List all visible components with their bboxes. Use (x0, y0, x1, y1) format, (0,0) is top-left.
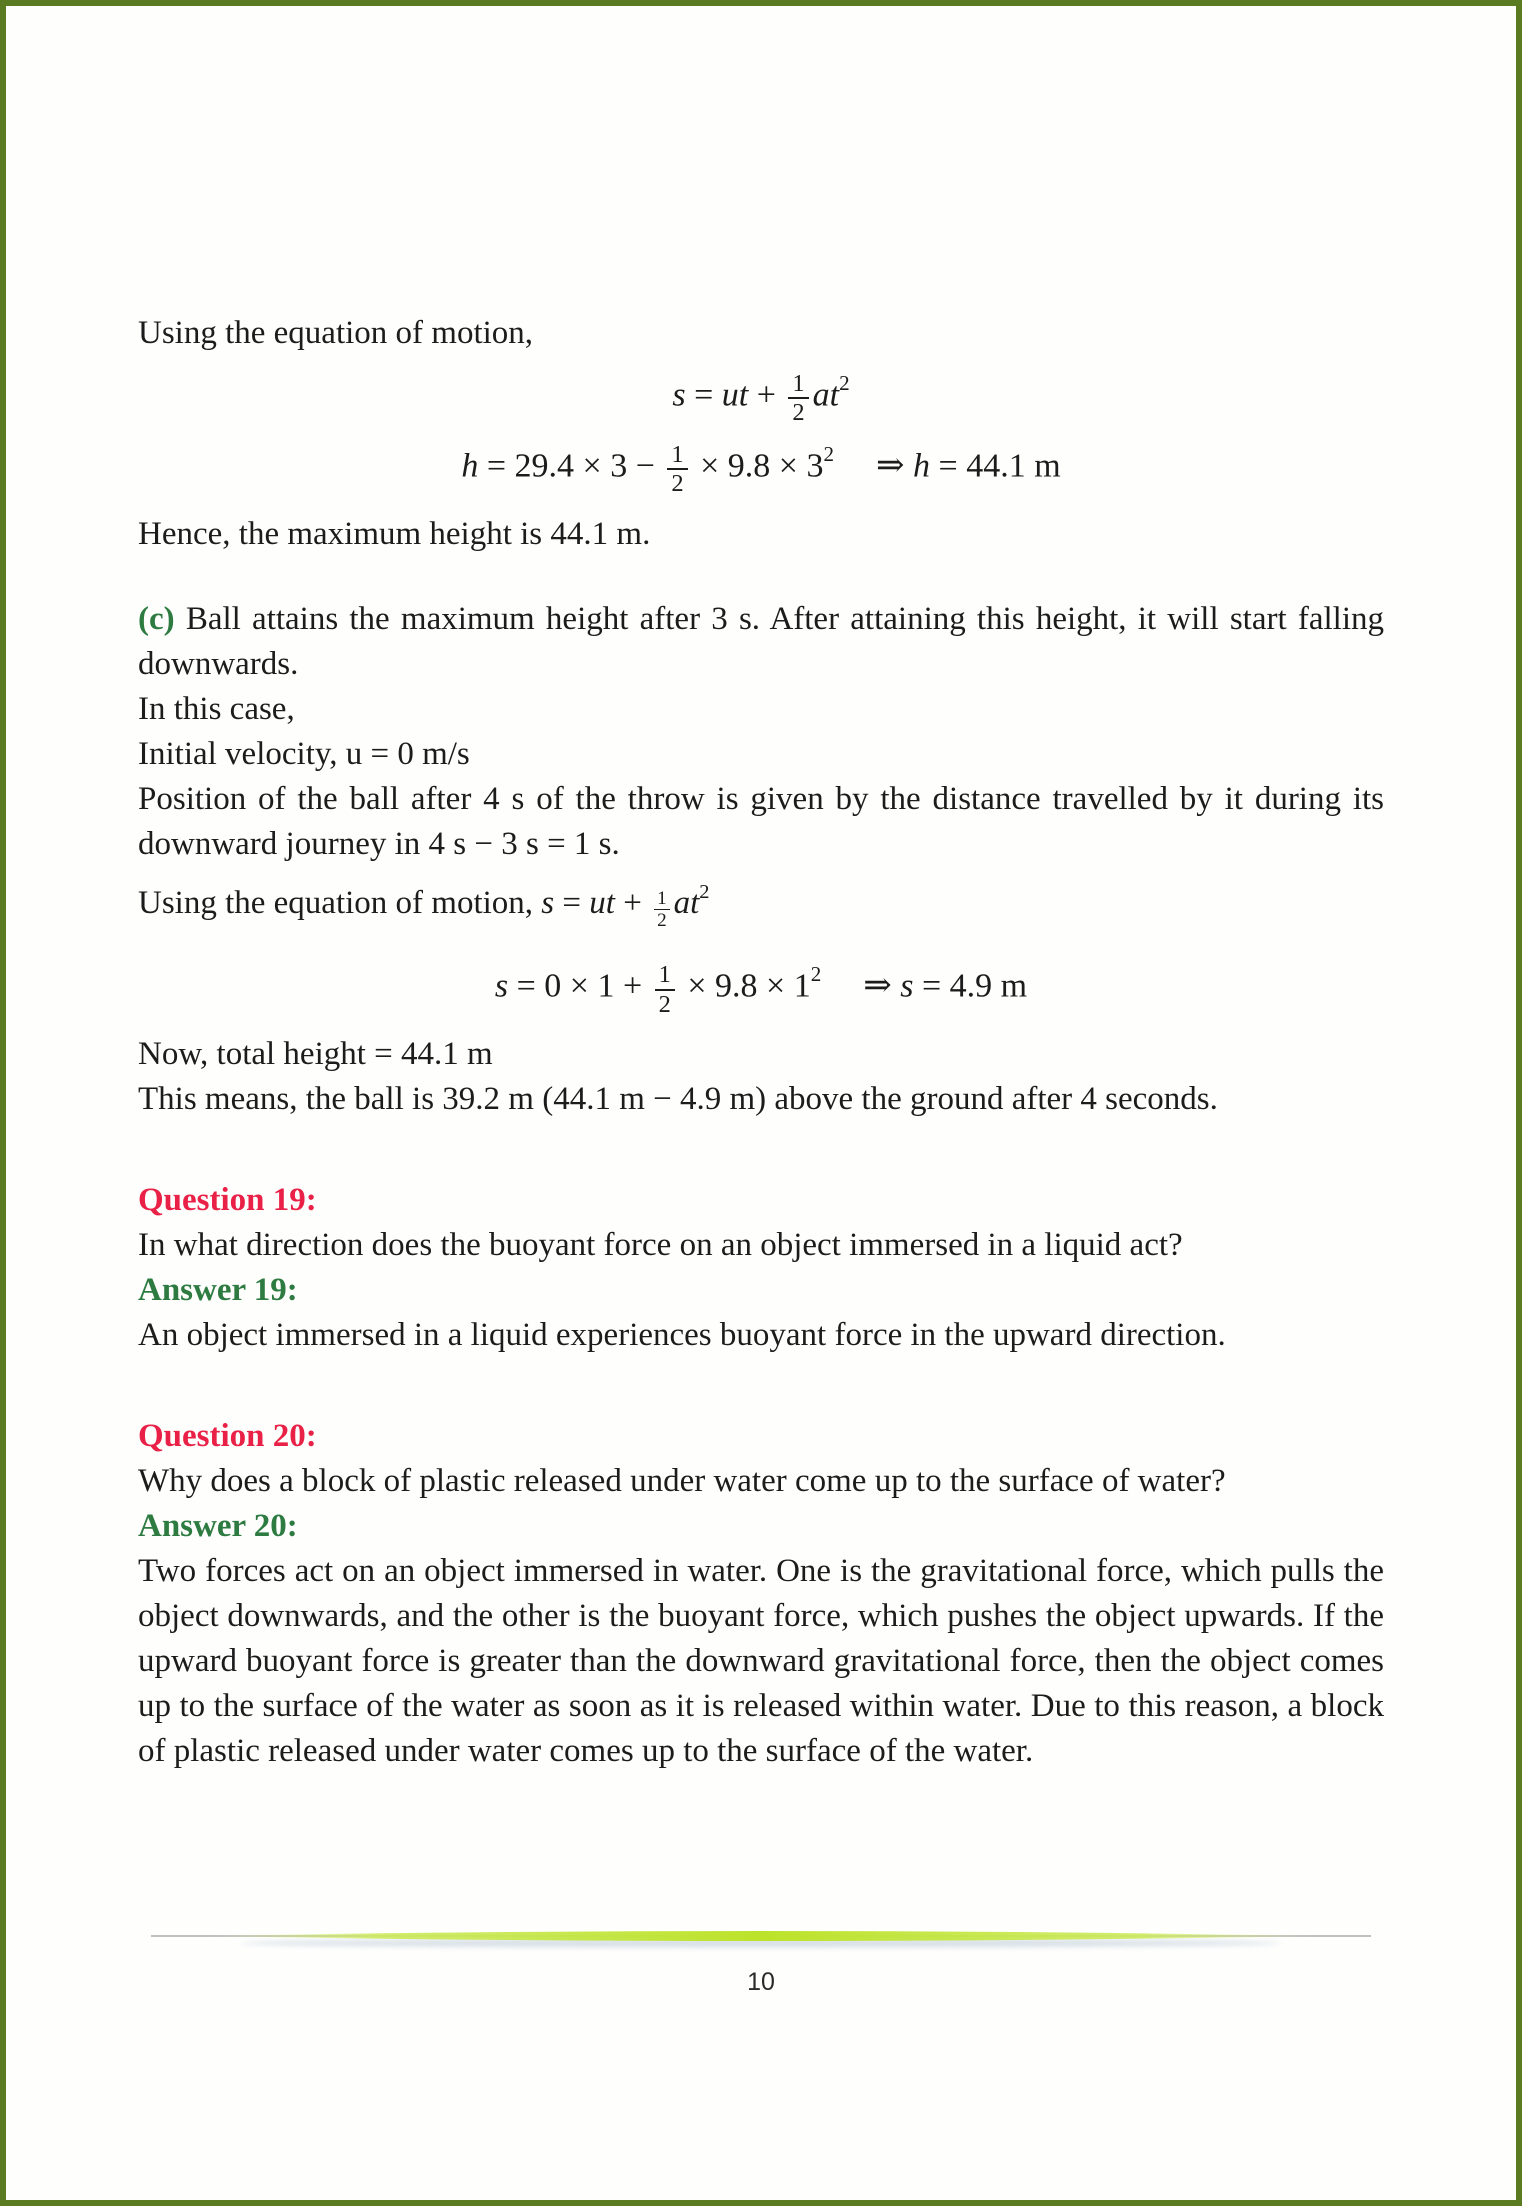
math-implies: ⇒ (863, 967, 901, 1005)
fraction-one-half: $\frac{1}{2}$ (655, 961, 675, 1018)
math-result: = 4.9 m (913, 967, 1028, 1005)
equation-h-max-height (138, 441, 1384, 498)
intro-line: Using the equation of motion, (138, 315, 534, 351)
math-term: at (812, 376, 840, 414)
equation-s-ut-display (138, 370, 1384, 427)
math-exponent: 2 (839, 370, 850, 395)
math-exponent: 2 (823, 441, 835, 466)
this-means-line: This means, the ball is 39.2 m (44.1 m − 4.9 m) above the ground after 4 seconds. (138, 1080, 1218, 1117)
in-this-case-line: In this case, (138, 690, 295, 727)
answer-20-title: Answer 20: (138, 1507, 298, 1544)
question-19-text: In what direction does the buoyant force on an object immersed in a liquid act? (138, 1226, 1183, 1263)
math-term: h (913, 447, 931, 485)
section-divider-flourish-icon (136, 1924, 1386, 1958)
math-term: s (900, 967, 914, 1005)
math-operator: = (554, 884, 590, 921)
initial-velocity-line: Initial velocity, u = 0 m/s (138, 735, 470, 772)
math-operator: = (685, 376, 722, 414)
math-exponent: 2 (699, 880, 710, 903)
math-term: s (672, 376, 686, 414)
question-19-block (138, 1178, 1384, 1358)
part-c-paragraph (138, 597, 1384, 687)
question-19-title: Question 19: (138, 1181, 317, 1218)
math-operator: = 0 × 1 + (508, 967, 651, 1005)
math-term: ut (589, 884, 615, 921)
math-operator: = 29.4 × 3 − (478, 447, 664, 485)
hence-line: Hence, the maximum height is 44.1 m. (138, 515, 651, 552)
content-area (6, 6, 1516, 1774)
math-term: at (673, 884, 700, 921)
question-20-text: Why does a block of plastic released under water come up to the surface of water? (138, 1462, 1226, 1499)
math-term: s (541, 884, 555, 921)
fraction-one-half: $\frac{1}{2}$ (654, 888, 670, 931)
page-footer (6, 1924, 1516, 1997)
question-20-title: Question 20: (138, 1417, 317, 1454)
math-term: s (494, 967, 509, 1005)
question-20-block (138, 1414, 1384, 1774)
fraction-one-half: $\frac{1}{2}$ (788, 370, 808, 427)
math-operator: + (614, 884, 651, 921)
using-equation-inline-line (138, 867, 1384, 947)
page-number: 10 (747, 1968, 775, 1996)
answer-19-title: Answer 19: (138, 1271, 298, 1308)
position-paragraph: Position of the ball after 4 s of the throw is given by the distance travelled by it during its downward journey in 4 s − 3 s = 1 s. (138, 780, 1384, 862)
equation-s-distance (138, 961, 1384, 1018)
math-operator: + (748, 376, 785, 414)
answer-19-text: An object immersed in a liquid experiences buoyant force in the upward direction. (138, 1316, 1226, 1353)
math-operator: × 9.8 × 1 (678, 967, 811, 1005)
answer-20-text: Two forces act on an object immersed in water. One is the gravitational force, which pulls the object downwards, and the other is the buoyant force, which pushes the object upwards. If the upward buoyant force is greater than the downward gravitational force, then the object comes up to the surface of the water as soon as it is released within water. Due to this reason, a block of plastic released under water comes up to the surface of the water. (138, 1552, 1384, 1769)
part-c-text: Ball attains the maximum height after 3 s. After attaining this height, it will start falling downwards. (138, 600, 1384, 682)
math-implies: ⇒ (876, 447, 914, 485)
math-operator: × 9.8 × 3 (691, 447, 824, 485)
math-result: = 44.1 m (930, 447, 1061, 485)
fraction-one-half: $\frac{1}{2}$ (667, 441, 687, 498)
math-exponent: 2 (810, 961, 822, 986)
now-total-height-line: Now, total height = 44.1 m (138, 1035, 493, 1072)
inline-eq-prefix: Using the equation of motion, (138, 884, 542, 921)
math-term: ut (721, 376, 749, 414)
math-term: h (461, 447, 479, 485)
part-c-marker: (c) (138, 600, 175, 637)
